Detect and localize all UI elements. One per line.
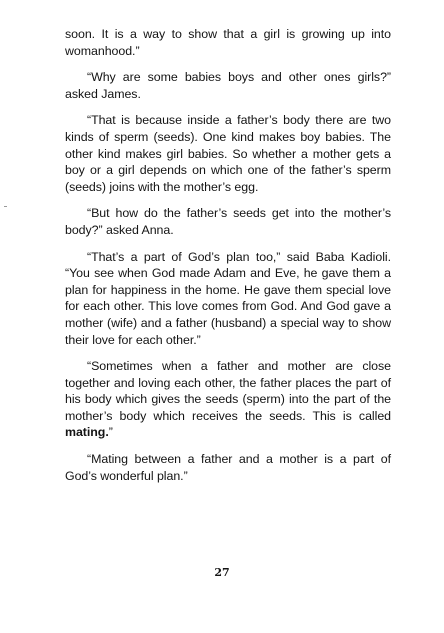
paragraph-4-text: “But how do the father’s seeds get into the mother’s body?” asked Anna. [65,206,391,237]
scan-margin-mark [4,206,7,207]
paragraph-6-text: “Sometimes when a father and mother are close together and loving each other, the father places the part of his body which gives the seeds (sperm) into the part of the mother’s body which receives the seeds. This is called [65,359,391,423]
paragraph-6-closing-quote: ” [108,425,113,440]
paragraph-3-text: “That is because inside a father’s body there are two kinds of sperm (seeds). One kind makes boy babies. The other kind makes girl babies. So whether a mother gets a boy or a girl depends on which one of the father’s sperm (seeds) joins with the mother’s egg. [65,113,391,194]
paragraph-3 [65,112,391,195]
paragraph-4 [65,205,391,238]
paragraph-5-text: “That’s a part of God’s plan too,” said Baba Kadioli. “You see when God made Adam and Eve, he gave them a plan for happiness in the home. He gave them special love for each other. This love comes from God. And God gave a mother (wife) and a father (husband) a special way to show their love for each other.” [65,249,391,347]
paragraph-7 [65,451,391,484]
paragraph-1 [65,26,391,59]
paragraph-7-text: “Mating between a father and a mother is a part of God’s wonderful plan.” [65,452,391,483]
paragraph-6 [65,358,391,441]
paragraph-1-text: soon. It is a way to show that a girl is growing up into womanhood.” [65,27,391,58]
page-number: 27 [214,566,230,579]
paragraph-5 [65,249,391,349]
paragraph-2 [65,69,391,102]
page-body [65,26,391,484]
paragraph-2-text: “Why are some babies boys and other ones girls?” asked James. [65,70,391,101]
paragraph-6-bold-term: mating. [65,425,109,440]
